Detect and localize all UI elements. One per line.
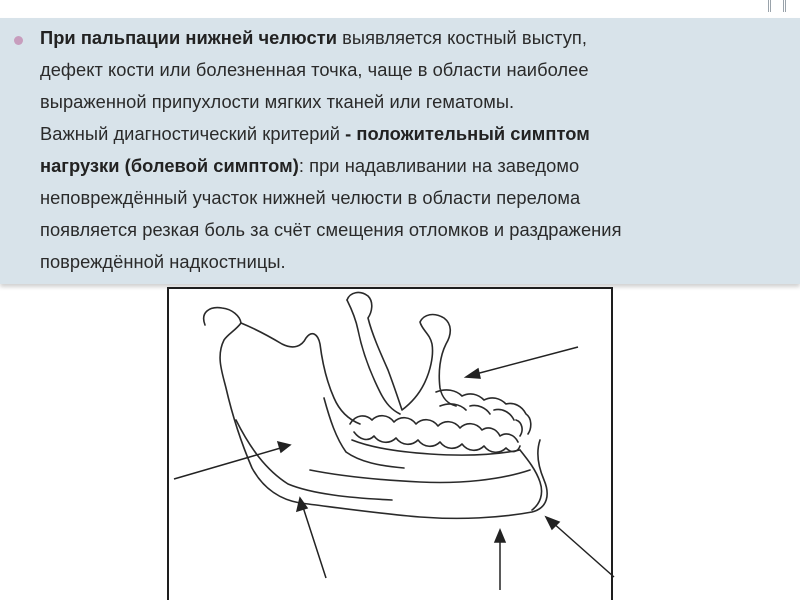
mandible-body-contour bbox=[310, 470, 530, 483]
teeth-gumline bbox=[352, 440, 520, 455]
paragraph-line-2: дефект кости или болезненная точка, чаще в области наиболее bbox=[40, 59, 589, 80]
teeth-row-back-inner bbox=[440, 404, 522, 436]
criterion-bold-text: - положительный симптом bbox=[345, 123, 590, 144]
arrow-bottom-left-head bbox=[297, 498, 307, 511]
lead-bold-text: При пальпации нижней челюсти bbox=[40, 27, 337, 48]
mandible-right-condyle bbox=[347, 300, 400, 414]
teeth-row-front-lower bbox=[354, 432, 520, 452]
teeth-row-back bbox=[436, 390, 531, 434]
arrow-bottom-right bbox=[552, 522, 614, 577]
arrow-left bbox=[174, 447, 284, 479]
mandible-lower-contour bbox=[236, 420, 392, 500]
arrow-upper-right-head bbox=[466, 369, 480, 378]
arrow-bottom-center-head bbox=[495, 530, 505, 542]
symptom-bold-text: нагрузки (болевой симптом) bbox=[40, 155, 299, 176]
criterion-prefix-text: Важный диагностический критерий bbox=[40, 123, 346, 144]
arrow-upper-right bbox=[472, 347, 578, 375]
mandible-left-notch bbox=[241, 323, 360, 424]
arrow-left-head bbox=[278, 442, 290, 452]
arrow-bottom-left bbox=[302, 504, 326, 578]
paragraph-line-3: выраженной припухлости мягких тканей или гематомы. bbox=[40, 91, 515, 112]
symptom-rest-text: : при надавливании на заведомо bbox=[298, 155, 580, 176]
paragraph-line-8: повреждённой надкостницы. bbox=[40, 251, 286, 272]
lead-rest-text: выявляется костный выступ, bbox=[336, 27, 587, 48]
paragraph-line-7: появляется резкая боль за счёт смещения отломков и раздражения bbox=[40, 219, 622, 240]
paragraph-line-6: неповреждённый участок нижней челюсти в области перелома bbox=[40, 187, 581, 208]
